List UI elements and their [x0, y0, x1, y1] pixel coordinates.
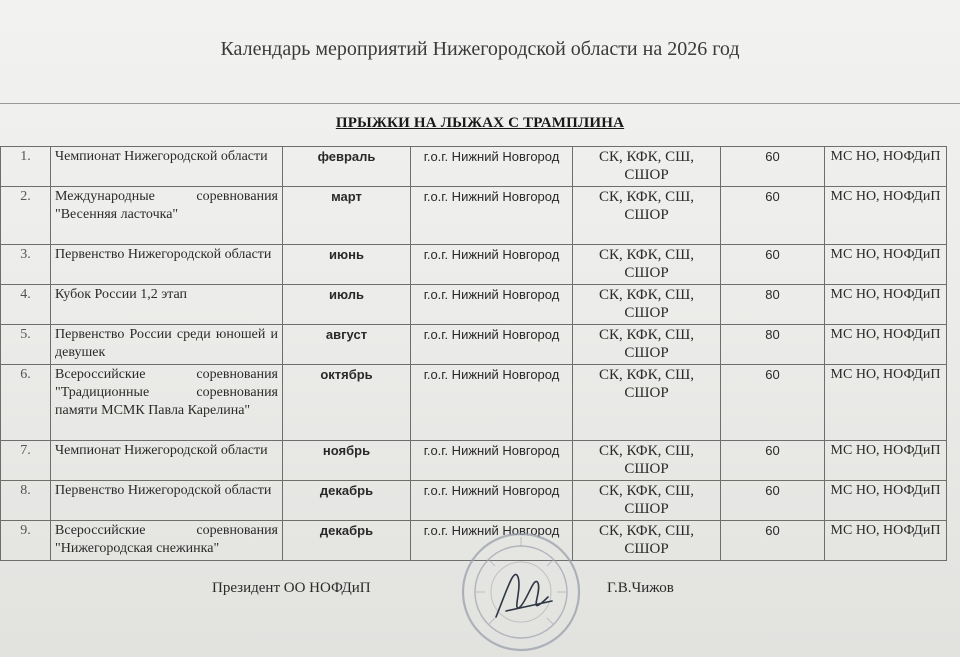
organizer: МС НО, НОФДиП [825, 147, 947, 187]
event-month: июль [283, 285, 411, 325]
table-row [1, 441, 947, 481]
event-place: г.о.г. Нижний Новгород [411, 187, 573, 245]
events-table [0, 146, 947, 561]
row-number: 3. [1, 245, 51, 285]
event-name: Чемпионат Нижегородской области [51, 441, 283, 481]
handwritten-signature-icon [496, 574, 552, 617]
row-number: 7. [1, 441, 51, 481]
participant-category: СК, КФК, СШ, СШОР [573, 481, 721, 521]
participant-category: СК, КФК, СШ, СШОР [573, 325, 721, 365]
participant-count: 60 [721, 365, 825, 441]
participant-count: 80 [721, 325, 825, 365]
organizer: МС НО, НОФДиП [825, 441, 947, 481]
table-row [1, 147, 947, 187]
section-title: ПРЫЖКИ НА ЛЫЖАХ С ТРАМПЛИНА [335, 115, 625, 131]
organizer: МС НО, НОФДиП [825, 521, 947, 561]
organizer: МС НО, НОФДиП [825, 365, 947, 441]
event-month: июнь [283, 245, 411, 285]
header-divider [0, 103, 960, 104]
participant-category: СК, КФК, СШ, СШОР [573, 441, 721, 481]
table-row [1, 187, 947, 245]
participant-count: 60 [721, 481, 825, 521]
participant-count: 80 [721, 285, 825, 325]
row-number: 6. [1, 365, 51, 441]
document-title: Календарь мероприятий Нижегородской области на 2026 год [220, 38, 740, 60]
round-seal-stamp-icon [456, 527, 586, 657]
participant-category: СК, КФК, СШ, СШОР [573, 245, 721, 285]
participant-category: СК, КФК, СШ, СШОР [573, 285, 721, 325]
participant-count: 60 [721, 245, 825, 285]
row-number: 9. [1, 521, 51, 561]
event-month: октябрь [283, 365, 411, 441]
event-name: Первенство России среди юношей и девушек [51, 325, 283, 365]
event-name: Международные соревнования "Весенняя ласточка" [51, 187, 283, 245]
event-name: Кубок России 1,2 этап [51, 285, 283, 325]
event-place: г.о.г. Нижний Новгород [411, 481, 573, 521]
organizer: МС НО, НОФДиП [825, 245, 947, 285]
row-number: 4. [1, 285, 51, 325]
event-month: декабрь [283, 481, 411, 521]
organizer: МС НО, НОФДиП [825, 481, 947, 521]
participant-count: 60 [721, 441, 825, 481]
participant-count: 60 [721, 187, 825, 245]
row-number: 1. [1, 147, 51, 187]
participant-category: СК, КФК, СШ, СШОР [573, 147, 721, 187]
event-month: ноябрь [283, 441, 411, 481]
event-month: март [283, 187, 411, 245]
organizer: МС НО, НОФДиП [825, 187, 947, 245]
event-place: г.о.г. Нижний Новгород [411, 285, 573, 325]
table-row [1, 245, 947, 285]
row-number: 8. [1, 481, 51, 521]
row-number: 2. [1, 187, 51, 245]
organizer: МС НО, НОФДиП [825, 325, 947, 365]
table-row [1, 365, 947, 441]
event-month: август [283, 325, 411, 365]
event-name: Всероссийские соревнования "Традиционные соревнования памяти МСМК Павла Карелина" [51, 365, 283, 441]
event-name: Всероссийские соревнования "Нижегородская снежинка" [51, 521, 283, 561]
event-name: Чемпионат Нижегородской области [51, 147, 283, 187]
table-row [1, 325, 947, 365]
participant-count: 60 [721, 147, 825, 187]
participant-count: 60 [721, 521, 825, 561]
signatory-position: Президент ОО НОФДиП [212, 580, 371, 596]
event-month: февраль [283, 147, 411, 187]
signatory-name: Г.В.Чижов [607, 580, 674, 596]
event-place: г.о.г. Нижний Новгород [411, 245, 573, 285]
table-row [1, 481, 947, 521]
event-place: г.о.г. Нижний Новгород [411, 365, 573, 441]
event-place: г.о.г. Нижний Новгород [411, 147, 573, 187]
event-month: декабрь [283, 521, 411, 561]
participant-category: СК, КФК, СШ, СШОР [573, 187, 721, 245]
event-place: г.о.г. Нижний Новгород [411, 441, 573, 481]
organizer: МС НО, НОФДиП [825, 285, 947, 325]
participant-category: СК, КФК, СШ, СШОР [573, 365, 721, 441]
event-place: г.о.г. Нижний Новгород [411, 521, 573, 561]
row-number: 5. [1, 325, 51, 365]
event-name: Первенство Нижегородской области [51, 481, 283, 521]
event-name: Первенство Нижегородской области [51, 245, 283, 285]
participant-category: СК, КФК, СШ, СШОР [573, 521, 721, 561]
table-row [1, 285, 947, 325]
event-place: г.о.г. Нижний Новгород [411, 325, 573, 365]
